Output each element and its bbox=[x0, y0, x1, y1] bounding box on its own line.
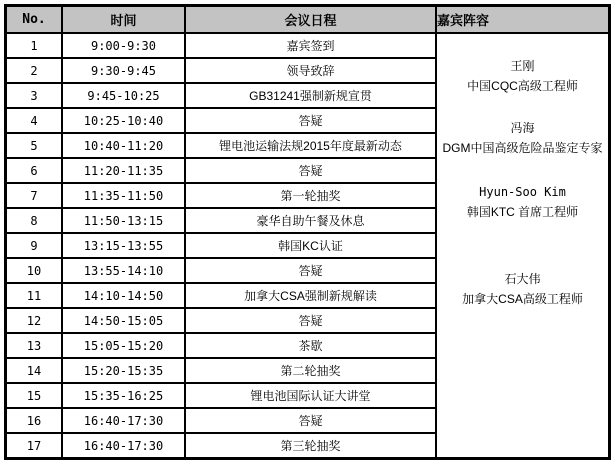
cell-time: 10:25-10:40 bbox=[62, 108, 185, 133]
cell-agenda: 第二轮抽奖 bbox=[185, 358, 436, 383]
cell-time: 15:35-16:25 bbox=[62, 383, 185, 408]
guest-name: 石大伟 bbox=[504, 272, 541, 286]
cell-no: 14 bbox=[6, 358, 63, 383]
guest-title: 中国CQC高级工程师 bbox=[467, 79, 578, 93]
cell-time: 9:00-9:30 bbox=[62, 33, 185, 58]
cell-agenda: 第三轮抽奖 bbox=[185, 433, 436, 459]
cell-agenda: 答疑 bbox=[185, 308, 436, 333]
cell-no: 5 bbox=[6, 133, 63, 158]
cell-agenda: 答疑 bbox=[185, 258, 436, 283]
cell-time: 15:05-15:20 bbox=[62, 333, 185, 358]
cell-time: 16:40-17:30 bbox=[62, 408, 185, 433]
cell-agenda: 答疑 bbox=[185, 108, 436, 133]
cell-agenda: 锂电池国际认证大讲堂 bbox=[185, 383, 436, 408]
cell-agenda: 豪华自助午餐及休息 bbox=[185, 208, 436, 233]
cell-agenda: 答疑 bbox=[185, 158, 436, 183]
guest-title: 加拿大CSA高级工程师 bbox=[462, 292, 583, 306]
guest-lineup-cell bbox=[436, 33, 610, 459]
header-time: 时间 bbox=[62, 6, 185, 34]
cell-time: 9:30-9:45 bbox=[62, 58, 185, 83]
header-no: No. bbox=[6, 6, 63, 34]
cell-no: 10 bbox=[6, 258, 63, 283]
cell-no: 13 bbox=[6, 333, 63, 358]
cell-time: 10:40-11:20 bbox=[62, 133, 185, 158]
cell-no: 6 bbox=[6, 158, 63, 183]
cell-no: 4 bbox=[6, 108, 63, 133]
schedule-body bbox=[6, 33, 610, 459]
cell-agenda: 第一轮抽奖 bbox=[185, 183, 436, 208]
schedule-row bbox=[6, 33, 610, 58]
guest-name: 冯海 bbox=[510, 121, 535, 135]
cell-agenda: 嘉宾签到 bbox=[185, 33, 436, 58]
cell-agenda: GB31241强制新规宣贯 bbox=[185, 83, 436, 108]
cell-agenda: 答疑 bbox=[185, 408, 436, 433]
cell-no: 16 bbox=[6, 408, 63, 433]
cell-time: 14:10-14:50 bbox=[62, 283, 185, 308]
cell-agenda: 锂电池运输法规2015年度最新动态 bbox=[185, 133, 436, 158]
cell-no: 11 bbox=[6, 283, 63, 308]
cell-no: 3 bbox=[6, 83, 63, 108]
cell-time: 9:45-10:25 bbox=[62, 83, 185, 108]
cell-no: 7 bbox=[6, 183, 63, 208]
cell-time: 15:20-15:35 bbox=[62, 358, 185, 383]
header-guest-lineup: 嘉宾阵容 bbox=[436, 6, 610, 34]
cell-time: 11:35-11:50 bbox=[62, 183, 185, 208]
cell-no: 1 bbox=[6, 33, 63, 58]
guest-block bbox=[437, 182, 608, 222]
cell-no: 15 bbox=[6, 383, 63, 408]
guest-title: DGM中国高级危险品鉴定专家 bbox=[442, 141, 603, 155]
cell-time: 11:50-13:15 bbox=[62, 208, 185, 233]
conference-schedule-table bbox=[4, 4, 611, 460]
cell-agenda: 领导致辞 bbox=[185, 58, 436, 83]
guest-name: 王刚 bbox=[510, 59, 535, 73]
guest-block bbox=[437, 56, 608, 96]
header-agenda: 会议日程 bbox=[185, 6, 436, 34]
cell-time: 14:50-15:05 bbox=[62, 308, 185, 333]
cell-no: 8 bbox=[6, 208, 63, 233]
cell-no: 12 bbox=[6, 308, 63, 333]
table-header bbox=[6, 6, 610, 34]
cell-agenda: 加拿大CSA强制新规解读 bbox=[185, 283, 436, 308]
header-row bbox=[6, 6, 610, 34]
cell-no: 17 bbox=[6, 433, 63, 459]
guest-title: 韩国KTC 首席工程师 bbox=[466, 205, 579, 219]
cell-time: 13:55-14:10 bbox=[62, 258, 185, 283]
cell-time: 11:20-11:35 bbox=[62, 158, 185, 183]
guest-block bbox=[437, 118, 608, 158]
cell-agenda: 韩国KC认证 bbox=[185, 233, 436, 258]
cell-agenda: 茶歇 bbox=[185, 333, 436, 358]
cell-no: 2 bbox=[6, 58, 63, 83]
guest-name: Hyun-Soo Kim bbox=[479, 185, 566, 199]
cell-no: 9 bbox=[6, 233, 63, 258]
cell-time: 16:40-17:30 bbox=[62, 433, 185, 459]
cell-time: 13:15-13:55 bbox=[62, 233, 185, 258]
guest-block bbox=[437, 269, 608, 309]
